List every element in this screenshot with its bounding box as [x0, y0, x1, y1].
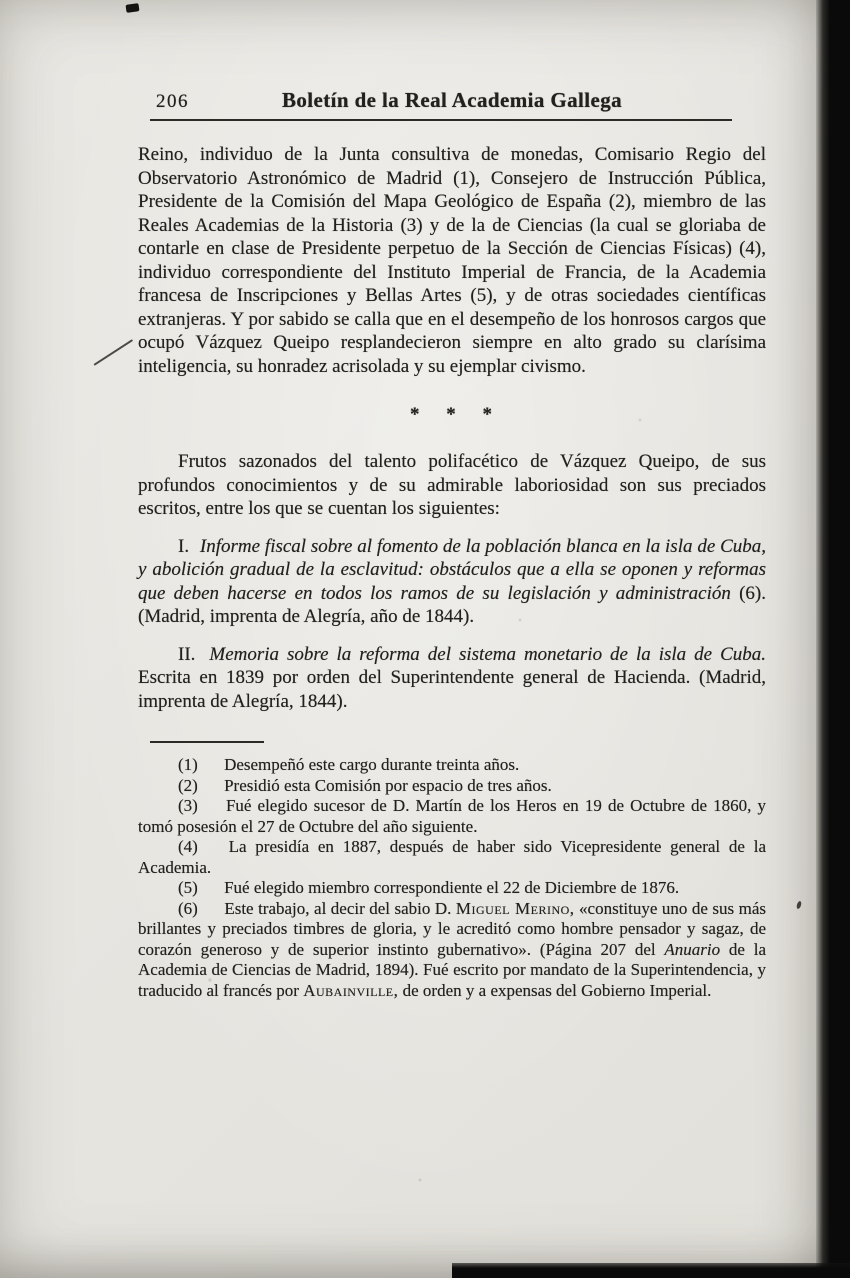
scan-artifact-right-bar: [816, 0, 850, 1278]
work-1-imprint: (6). (Madrid, imprenta de Alegría, año de 1844).: [138, 582, 767, 627]
footnote-4-text: La presidía en 1887, después de haber sido Vicepresidente general de la Academia.: [138, 837, 766, 877]
footnote-6-anuario-italic: Anuario: [664, 939, 721, 959]
footnote-3-label: (3): [178, 796, 198, 815]
work-1-title: Informe fiscal sobre al fomento de la población blanca en la isla de Cuba, y abolición gradual de la esclavitud: obstáculos que a ella se oponen y reformas que deben hacerse en todos los ramos de su legislación y administración: [138, 535, 767, 604]
footnote-3: [138, 796, 766, 837]
footnote-6: [138, 899, 766, 1002]
scan-artifact-speck: [796, 901, 802, 910]
footnote-6-text-2: «constituye uno de sus más brillantes y preciados timbres de gloria, y le acreditó como hombre pensador y sagaz, de corazón generoso y de superior instinto gubernativo». (Página 207 del: [138, 898, 767, 959]
footnote-5-text: Fué elegido miembro correspondiente el 22 de Diciembre de 1876.: [224, 878, 680, 897]
footnote-6-text-1: Este trabajo, al decir del sabio D.: [224, 898, 452, 918]
footnote-5-label: (5): [178, 878, 198, 897]
work-2-numeral: II.: [178, 643, 196, 665]
scan-artifact-bottom-bar: [452, 1263, 850, 1278]
footnote-6-name-aubainville: Aubainville,: [303, 980, 399, 1000]
footnote-2-label: (2): [178, 775, 198, 795]
work-2-title: Memoria sobre la reforma del sistema monetario de la isla de Cuba.: [209, 643, 766, 665]
page-content: [138, 88, 766, 1001]
footnote-6-name-merino: Miguel Merino,: [455, 898, 575, 918]
footnote-3-text: Fué elegido sucesor de D. Martín de los Heros en 19 de Octubre de 1860, y tomó posesión el 27 de Octubre del año siguiente.: [138, 796, 767, 836]
work-2-imprint: Escrita en 1839 por orden del Superintendente general de Hacienda. (Madrid, imprenta de Alegría, 1844).: [138, 667, 766, 712]
footnote-6-text-3: de la Academia de Ciencias de Madrid, 1894). Fué escrito por mandato de la Superintendencia, y traducido al francés por: [138, 939, 766, 1000]
journal-title: Boletín de la Real Academia Gallega: [281, 88, 623, 112]
work-item-2: [138, 643, 766, 714]
page-number: 206: [156, 91, 189, 112]
footnote-1-label: (1): [178, 755, 198, 774]
handwritten-slash-mark: [93, 339, 133, 366]
paragraph-works-intro: Frutos sazonados del talento polifacético de Vázquez Queipo, de sus profundos conocimientos y de su admirable laboriosidad son sus preciados escritos, entre los que se cuentan los siguientes:: [138, 451, 766, 519]
work-1-numeral: I.: [178, 535, 190, 557]
work-item-1: [138, 535, 766, 629]
footnote-1: [138, 755, 766, 776]
footnote-5: [138, 878, 766, 899]
footnote-2-text: Presidió esta Comisión por espacio de tres años.: [224, 775, 552, 795]
asterisk-section-separator: * * *: [410, 404, 494, 425]
footnote-2: [138, 776, 766, 797]
footnote-4: [138, 837, 766, 878]
footnote-4-label: (4): [178, 837, 198, 856]
footnotes-section: [138, 755, 766, 1001]
header-rule: [150, 119, 732, 121]
footnote-separator-rule: [150, 741, 264, 743]
footnote-6-label: (6): [178, 898, 198, 918]
scan-artifact-top-left-mark: [126, 3, 140, 13]
footnote-6-text-4: de orden y a expensas del Gobierno Imperial.: [402, 980, 712, 1000]
page-header: [138, 88, 766, 114]
paragraph-biography-continuation: Reino, individuo de la Junta consultiva de monedas, Comisario Regio del Observatorio Astronómico de Madrid (1), Consejero de Instrucción Pública, Presidente de la Comisión del Mapa Geológico de España (2), miembro de las Reales Academias de la Historia (3) y de la de Ciencias (la cual se gloriaba de contarle en clase de Presidente perpetuo de la Sección de Ciencias Físicas) (4), individuo correspondiente del Instituto Imperial de Francia, de la Academia francesa de Inscripciones y Bellas Artes (5), y de otras sociedades científicas extranjeras. Y por sabido se calla que en el desempeño de los honrosos cargos que ocupó Vázquez Queipo resplandecieron siempre en alto grado su clarísima inteligencia, su honradez acrisolada y su ejemplar civismo.: [138, 144, 766, 377]
footnote-1-text: Desempeñó este cargo durante treinta años.: [224, 755, 520, 774]
